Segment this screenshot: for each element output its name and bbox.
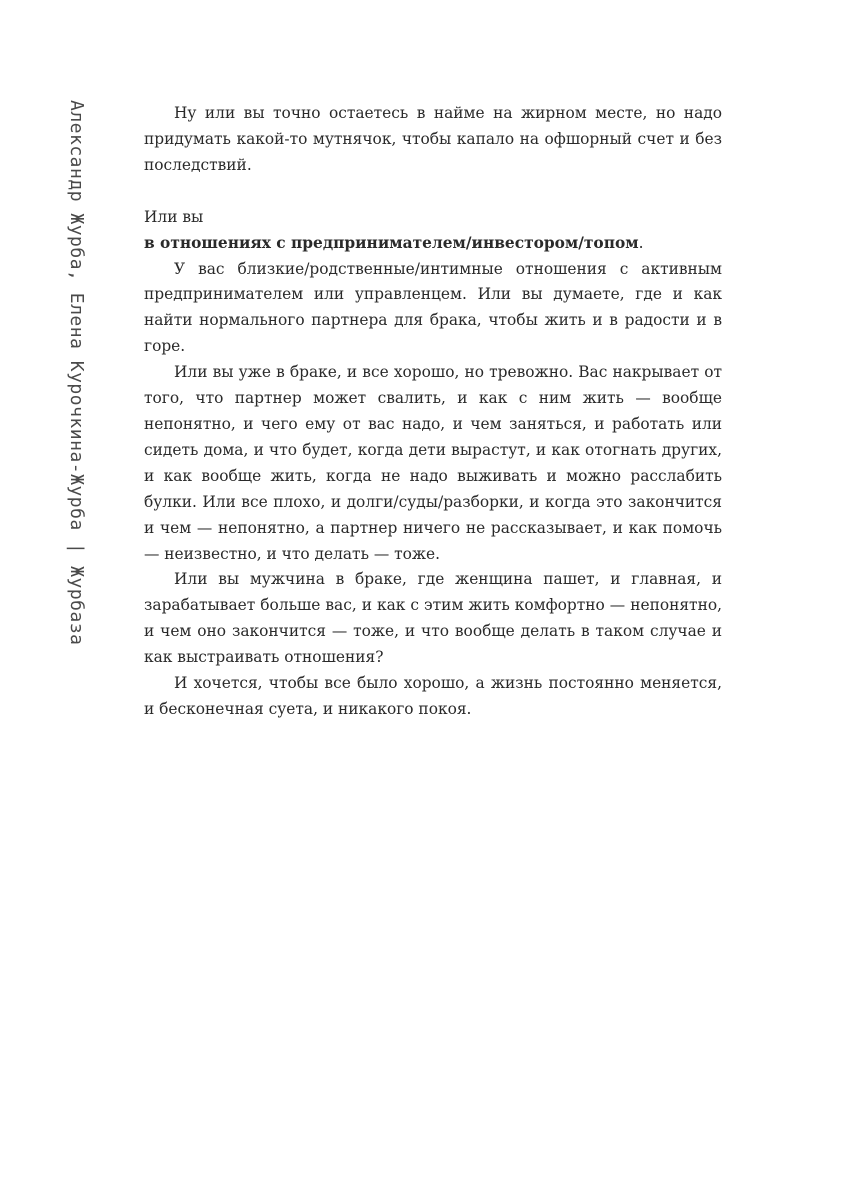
running-head <box>64 100 88 646</box>
section-heading-line2 <box>144 231 722 257</box>
running-head-authors: Александр Журба, Елена Курочкина-Журба <box>66 100 87 531</box>
paragraph-5: И хочется, чтобы все было хорошо, а жизнь постоянно меняется, и бесконечная суета, и никакого покоя. <box>144 674 722 718</box>
paragraph-3: Или вы уже в браке, и все хорошо, но тревожно. Вас накрывает от того, что партнер может свалить, и как с ним жить — вообще непонятно, и чего ему от вас надо, и чем заняться, и работать или сидеть дома, и что будет, когда дети вырастут, и как отогнать других, и как вообще жить, когда не надо выживать и можно расслабить булки. Или все плохо, и долги/суды/разборки, и когда это закончится и чем — непонятно, а партнер ничего не рассказывает, и как помочь — неизвестно, и что делать — тоже. <box>144 363 722 563</box>
paragraph-2: У вас близкие/родственные/интимные отношения с активным предпринимателем или управленцем. Или вы думаете, где и как найти нормального партнера для брака, чтобы жить и в радости и в горе. <box>144 259 722 356</box>
paragraph-4: Или вы мужчина в браке, где женщина пашет, и главная, и зарабатывает больше вас, и как с этим жить комфортно — непонятно, и чем оно закончится — тоже, и что вообще делать в таком случае и как выстраивать отношения? <box>144 570 722 667</box>
running-head-title: Журбаза <box>66 566 87 646</box>
section-gap <box>144 179 722 205</box>
page-body <box>144 101 722 723</box>
section-heading-bold: в отношениях с предпринимателем/инвестором/топом <box>144 233 639 252</box>
section-heading-line1: Или вы <box>144 207 204 226</box>
paragraph-1: Ну или вы точно остаетесь в найме на жирном месте, но надо придумать какой-то мутнячок, чтобы капало на офшорный счет и без последствий. <box>144 104 722 174</box>
running-head-separator: | <box>66 542 87 555</box>
section-heading-period: . <box>638 233 644 252</box>
